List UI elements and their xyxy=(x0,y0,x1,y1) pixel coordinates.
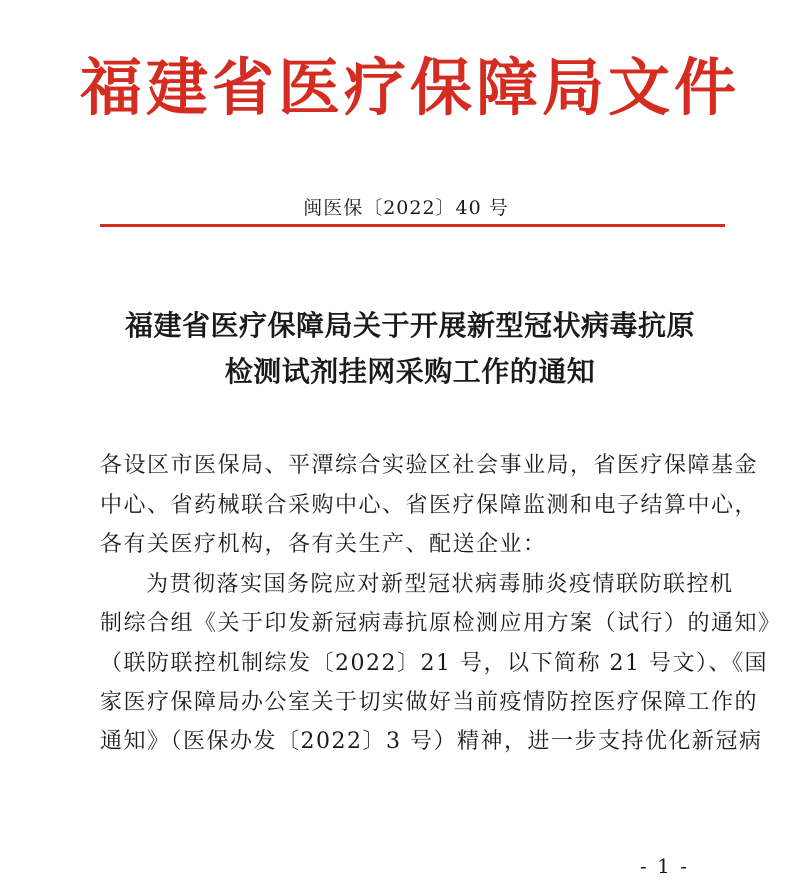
body-line-paragraph-4: 家医疗保障局办公室关于切实做好当前疫情防控医疗保障工作的 xyxy=(100,690,759,715)
body-line-addressee-1: 各设区市医保局、平潭综合实验区社会事业局，省医疗保障基金 xyxy=(100,453,759,478)
red-divider-line xyxy=(100,224,725,227)
body-line-paragraph-2: 制综合组《关于印发新冠病毒抗原检测应用方案（试行）的通知》 xyxy=(100,611,782,636)
document-number: 闽医保〔2022〕40 号 xyxy=(303,197,509,219)
body-line-paragraph-5: 通知》（医保办发〔2022〕3 号）精神，进一步支持优化新冠病 xyxy=(100,729,763,754)
document-title-line-2: 检测试剂挂网采购工作的通知 xyxy=(224,355,596,388)
body-line-paragraph-3: （联防联控机制综发〔2022〕21 号，以下简称 21 号文）、《国 xyxy=(100,651,768,676)
body-line-addressee-2: 中心、省药械联合采购中心、省医疗保障监测和电子结算中心， xyxy=(100,493,759,518)
document-title-line-1: 福建省医疗保障局关于开展新型冠状病毒抗原 xyxy=(124,309,695,342)
issuing-authority-header: 福建省医疗保障局文件 xyxy=(79,51,740,124)
body-line-addressee-3: 各有关医疗机构，各有关生产、配送企业： xyxy=(100,532,547,557)
page-number: - 1 - xyxy=(640,854,689,878)
body-line-paragraph-1: 为贯彻落实国务院应对新型冠状病毒肺炎疫情联防联控机 xyxy=(146,572,734,597)
